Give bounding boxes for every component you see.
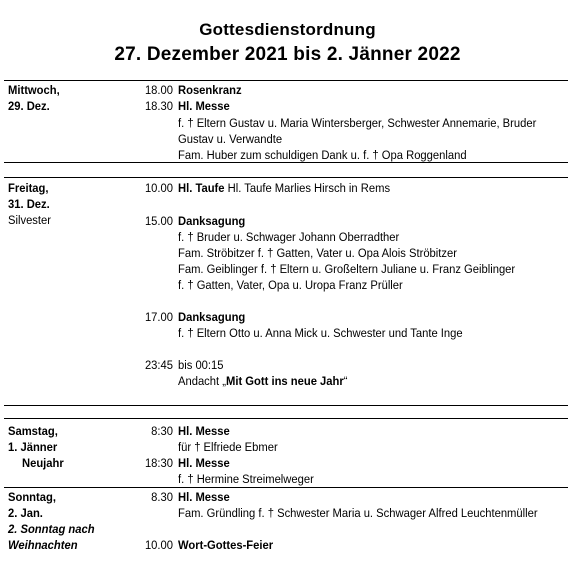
page-subtitle: 27. Dezember 2021 bis 2. Jänner 2022 (114, 44, 461, 65)
entry-title: Hl. Taufe (178, 181, 225, 195)
day-label: Samstag, (8, 424, 58, 438)
day-date: 2. Jan. (8, 506, 43, 520)
entry-line: Gustav u. Verwandte (178, 132, 283, 146)
entry-title: Wort-Gottes-Feier (178, 538, 274, 552)
entry-line: Fam. Gründling f. † Schwester Maria u. Schwager Alfred Leuchtenmüller (178, 506, 538, 520)
andacht-title: Mit Gott ins neue Jahr (225, 374, 344, 388)
andacht-suffix: “ (343, 374, 348, 388)
day-date: 1. Jänner (8, 440, 58, 454)
entry-time: 10.00 (144, 538, 173, 552)
day-note: Neujahr (22, 456, 64, 470)
entry-line: f. † Eltern Gustav u. Maria Wintersberger, Schwester Annemarie, Bruder (178, 116, 537, 130)
entry-time: 15.00 (144, 214, 173, 228)
day-note: Silvester (8, 213, 51, 227)
page-title: Gottesdienstordnung (199, 20, 376, 39)
entry-title: Hl. Messe (178, 490, 230, 504)
day-date: 31. Dez. (8, 197, 50, 211)
entry-line: für † Elfriede Ebmer (178, 440, 278, 454)
separator-rule (4, 80, 568, 81)
entry-time: 18.30 (144, 99, 173, 113)
entry-title: Hl. Messe (178, 424, 230, 438)
entry-time: 17.00 (144, 310, 173, 324)
day-date: 29. Dez. (8, 99, 50, 113)
entry-line: f. † Eltern Otto u. Anna Mick u. Schwester und Tante Inge (178, 326, 463, 340)
entry-plain: bis 00:15 (178, 358, 224, 372)
entry-time: 8:30 (151, 424, 173, 438)
entry-taufe (178, 180, 390, 196)
entry-title: Hl. Messe (178, 456, 230, 470)
entry-line: Fam. Geiblinger f. † Eltern u. Großeltern Juliane u. Franz Geiblinger (178, 262, 516, 276)
andacht-line (178, 373, 347, 389)
andacht-prefix: Andacht „ (178, 374, 226, 388)
entry-time: 8.30 (151, 490, 173, 504)
entry-title: Danksagung (178, 310, 246, 324)
entry-title: Danksagung (178, 214, 246, 228)
day-label: Sonntag, (8, 490, 56, 504)
separator-rule (4, 177, 568, 178)
entry-line: Fam. Huber zum schuldigen Dank u. f. † Opa Roggenland (178, 148, 467, 162)
entry-time: 10.00 (144, 181, 173, 195)
day-note: 2. Sonntag nach (8, 522, 95, 536)
entry-line: Fam. Ströbitzer f. † Gatten, Vater u. Opa Alois Ströbitzer (178, 246, 457, 260)
entry-line: f. † Gatten, Vater, Opa u. Uropa Franz Prüller (178, 278, 403, 292)
day-label: Freitag, (8, 181, 49, 195)
entry-line: f. † Bruder u. Schwager Johann Oberradther (178, 230, 400, 244)
entry-title: Hl. Messe (178, 99, 230, 113)
entry-line: f. † Hermine Streimelweger (178, 472, 314, 486)
day-label: Mittwoch, (8, 83, 60, 97)
separator-rule (4, 418, 568, 419)
entry-inline: Hl. Taufe Marlies Hirsch in Rems (227, 181, 391, 195)
entry-time: 18.00 (144, 83, 173, 97)
day-note: Weihnachten (8, 538, 78, 552)
entry-time: 23:45 (144, 358, 173, 372)
separator-rule (4, 405, 568, 406)
separator-rule (4, 487, 568, 488)
entry-time: 18:30 (144, 456, 173, 470)
entry-title: Rosenkranz (178, 83, 242, 97)
